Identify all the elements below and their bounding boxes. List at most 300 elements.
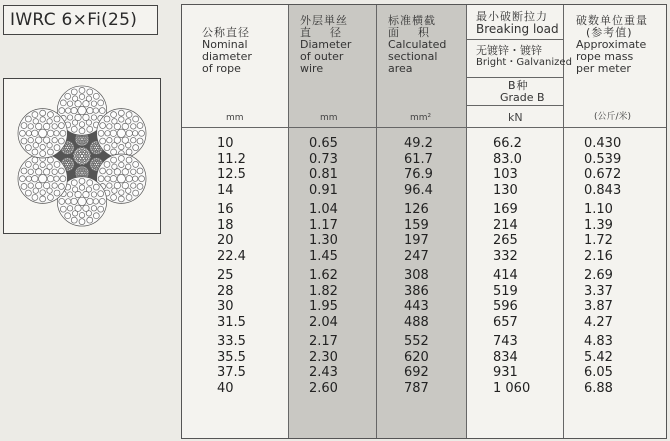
rope-wire: [71, 217, 77, 223]
table-cell: 1.10: [584, 202, 613, 217]
header-divider: [467, 39, 564, 40]
rope-wire: [104, 116, 110, 122]
header-divider: [467, 77, 564, 78]
rope-wire: [81, 160, 83, 162]
rope-wire: [47, 130, 53, 136]
rope-wire: [65, 199, 70, 204]
rope-wire: [71, 198, 77, 204]
rope-wire: [78, 137, 80, 139]
rope-wire: [98, 158, 100, 160]
rope-wire: [71, 89, 77, 95]
rope-wire: [131, 124, 136, 129]
rope-wire: [131, 183, 136, 188]
rope-wire: [111, 112, 117, 118]
rope-wire: [21, 183, 27, 189]
header-sectional-area: [388, 15, 446, 75]
rope-wire: [119, 144, 124, 149]
rope-wire: [94, 152, 96, 154]
table-cell: 18: [217, 217, 234, 233]
rope-wire: [79, 167, 81, 169]
rope-wire: [86, 120, 91, 125]
table-cell: 76.9: [404, 167, 433, 182]
rope-wire: [47, 143, 52, 148]
rope-wire: [78, 155, 80, 157]
rope-wire: [92, 168, 94, 170]
rope-wire: [78, 106, 86, 114]
table-cell: 1.62: [309, 268, 338, 283]
rope-wire: [47, 194, 53, 200]
rope-wire: [79, 94, 84, 99]
rope-wire: [131, 169, 136, 174]
table-cell: 169: [493, 202, 518, 217]
rope-wire: [111, 149, 117, 155]
rope-wire: [90, 166, 92, 168]
unit-label: mm²: [410, 113, 432, 123]
rope-wire: [69, 142, 71, 144]
table-cell: 28: [217, 283, 234, 299]
rope-wire: [76, 136, 78, 138]
rope-wire: [47, 164, 52, 169]
rope-wire: [47, 175, 53, 181]
rope-wire: [85, 172, 87, 174]
rope-wire: [94, 169, 96, 171]
header-en: wire: [300, 62, 324, 75]
rope-wire: [65, 150, 67, 152]
rope-wire: [67, 168, 69, 170]
rope-wire: [92, 151, 94, 153]
rope-wire: [69, 158, 71, 160]
rope-wire: [32, 130, 38, 136]
rope-wire: [77, 138, 79, 140]
rope-wire: [67, 206, 72, 211]
table-cell: 1.82: [309, 283, 338, 299]
table-cell: 14: [217, 182, 234, 198]
rope-wire: [71, 180, 77, 186]
rope-wire: [96, 143, 98, 145]
rope-wire: [92, 162, 94, 164]
rope-wire: [78, 197, 86, 205]
table-cell: 159: [404, 217, 429, 233]
header-cn: 直 径: [300, 26, 342, 39]
rope-wire: [32, 157, 38, 163]
rope-wire: [76, 172, 78, 174]
rope-wire: [59, 108, 65, 114]
table-cell: 2.04: [309, 314, 338, 330]
rope-cross-section-svg: [4, 79, 160, 233]
rope-wire: [86, 150, 88, 152]
rope-wire: [96, 152, 98, 154]
rope-wire: [81, 166, 83, 168]
header-en: Breaking load: [476, 22, 559, 36]
table-cell: 386: [404, 283, 429, 299]
table-cell: 2.60: [309, 380, 338, 396]
rope-wire: [85, 158, 87, 160]
rope-wire: [126, 119, 131, 124]
table-cell: 519: [493, 283, 518, 299]
rope-wire: [92, 147, 94, 149]
rope-wire: [100, 160, 102, 162]
rope-wire: [54, 145, 60, 151]
rope-wire: [52, 183, 57, 188]
rope-wire: [65, 160, 67, 162]
rope-wire: [126, 157, 132, 163]
rope-wire: [76, 141, 78, 143]
rope-wire: [71, 164, 73, 166]
header-cn: B种: [508, 79, 529, 92]
rope-wire: [54, 190, 60, 196]
rope-wire: [126, 164, 131, 169]
rope-wire: [26, 131, 31, 136]
table-cell: 0.430: [584, 136, 622, 151]
rope-wire: [76, 160, 78, 162]
rope-wire: [86, 160, 88, 162]
rope-wire: [105, 176, 110, 181]
rope-wire: [118, 156, 124, 162]
rope-wire: [77, 168, 79, 170]
header-en: Nominal: [202, 38, 248, 51]
table-cell: 3.37: [584, 283, 613, 299]
rope-wire: [93, 199, 98, 204]
rope-wire: [38, 129, 46, 137]
rope-wire: [104, 161, 110, 167]
rope-wire: [79, 142, 81, 144]
rope-wire: [54, 116, 60, 122]
rope-wire: [96, 158, 98, 160]
rope-wire: [98, 191, 104, 197]
table-cell: 265: [493, 233, 518, 248]
table-cell: 787: [404, 380, 429, 396]
table-cell: 5.42: [584, 349, 613, 365]
rope-wire: [107, 137, 112, 142]
rope-wire: [40, 117, 45, 122]
table-cell: 103: [493, 167, 518, 182]
rope-wire: [132, 131, 137, 136]
rope-wire: [117, 175, 125, 183]
rope-wire: [119, 117, 124, 122]
rope-wire: [126, 143, 131, 148]
unit-label: (公斤/米): [594, 112, 632, 122]
rope-wire: [72, 161, 74, 163]
header-grade: [500, 80, 545, 104]
rope-wire: [87, 89, 93, 95]
table-cell: 596: [493, 299, 518, 314]
rope-wire: [81, 168, 83, 170]
rope-wire: [71, 160, 73, 162]
header-divider: [467, 105, 564, 106]
rope-wire: [67, 141, 69, 143]
rope-wire: [90, 145, 92, 147]
rope-wire: [25, 116, 31, 122]
rope-wire: [69, 167, 71, 169]
rope-wire: [32, 175, 38, 181]
header-cn: 破数单位重量: [576, 14, 648, 27]
rope-wire: [21, 123, 27, 129]
rope-wire: [85, 153, 87, 155]
table-cell: 83.0: [493, 151, 522, 167]
table-cell: 0.672: [584, 167, 622, 182]
table-cell: 6.88: [584, 380, 613, 396]
table-cell: 332: [493, 248, 518, 264]
rope-wire: [110, 175, 116, 181]
rope-wire: [137, 138, 143, 144]
header-en: per meter: [576, 62, 631, 75]
table-cell: 247: [404, 248, 429, 264]
rope-wire: [70, 145, 72, 147]
rope-wire: [72, 164, 74, 166]
rope-wire: [137, 183, 143, 189]
table-cell: 37.5: [217, 365, 246, 380]
rope-wire: [87, 126, 93, 132]
rope-wire: [107, 169, 112, 174]
rope-wire: [40, 190, 45, 195]
rope-wire: [40, 110, 46, 116]
rope-wire: [93, 213, 99, 219]
rope-wire: [78, 140, 80, 142]
rope-wire: [78, 162, 80, 164]
rope-wire: [79, 169, 81, 171]
rope-wire: [40, 144, 45, 149]
rope-wire: [28, 124, 33, 129]
table-cell: 414: [493, 268, 518, 283]
rope-wire: [40, 151, 46, 157]
rope-wire: [71, 151, 73, 153]
rope-wire: [83, 144, 85, 146]
rope-wire: [52, 124, 57, 129]
table-cell: 443: [404, 299, 429, 314]
rope-wire: [94, 167, 96, 169]
rope-wire: [92, 164, 94, 166]
rope-wire: [59, 198, 65, 204]
rope-wire: [87, 198, 93, 204]
rope-wire: [79, 178, 85, 184]
rope-wire: [126, 175, 132, 181]
table-cell: 2.69: [584, 268, 613, 283]
rope-wire: [76, 150, 78, 152]
table-cell: 214: [493, 217, 518, 233]
rope-cross-section-diagram: [3, 78, 161, 234]
rope-wire: [69, 169, 71, 171]
rope-wire: [98, 150, 100, 152]
rope-wire: [99, 198, 105, 204]
rope-wire: [54, 131, 59, 136]
table-cell: 33.5: [217, 334, 246, 349]
rope-wire: [81, 142, 83, 144]
rope-wire: [81, 148, 83, 150]
table-cell: 0.91: [309, 182, 338, 198]
rope-wire: [112, 164, 117, 169]
rope-wire: [40, 162, 45, 167]
table-cell: 4.83: [584, 334, 613, 349]
rope-wire: [25, 145, 31, 151]
table-cell: 1.95: [309, 299, 338, 314]
header-en: Bright・Galvanized: [476, 57, 572, 68]
rope-wire: [52, 137, 57, 142]
rope-wire: [67, 101, 72, 106]
table-cell: 6.05: [584, 365, 613, 380]
rope-wire: [76, 138, 78, 140]
table-cell: 834: [493, 349, 518, 365]
header-en: area: [388, 62, 413, 75]
rope-wire: [63, 162, 65, 164]
rope-wire: [84, 159, 86, 161]
rope-wire: [74, 158, 76, 160]
rope-wire: [100, 168, 106, 174]
header-cn: 无镀锌・镀锌: [476, 44, 542, 57]
rope-wire: [91, 115, 96, 120]
rope-wire: [33, 119, 38, 124]
rope-wire: [71, 143, 73, 145]
rope-wire: [28, 169, 33, 174]
rope-wire: [94, 142, 96, 144]
rope-wire: [40, 196, 46, 202]
rope-wire: [67, 151, 69, 153]
table-cell: 1 060: [493, 380, 531, 396]
rope-wire: [72, 147, 74, 149]
rope-wire: [93, 184, 99, 190]
rope-wire: [76, 155, 78, 157]
rope-wire: [70, 149, 72, 151]
rope-wire: [118, 196, 124, 202]
rope-wire: [92, 143, 94, 145]
table-cell: 1.72: [584, 233, 613, 248]
header-en: of outer: [300, 50, 344, 63]
rope-wire: [79, 144, 81, 146]
rope-wire: [87, 107, 93, 113]
rope-wire: [111, 194, 117, 200]
unit-label: mm: [226, 113, 244, 123]
rope-wire: [74, 155, 76, 157]
rope-wire: [118, 110, 124, 116]
rope-wire: [25, 190, 31, 196]
rope-wire: [81, 144, 83, 146]
rope-wire: [71, 107, 77, 113]
rope-wire: [69, 152, 71, 154]
table-cell: 96.4: [404, 182, 433, 198]
header-nominal-diameter: [202, 27, 252, 75]
rope-wire: [84, 162, 86, 164]
rope-wire: [58, 168, 64, 174]
header-en: sectional: [388, 50, 438, 63]
table-cell: 40: [217, 380, 234, 396]
rope-wire: [78, 174, 80, 176]
rope-wire: [119, 190, 124, 195]
rope-wire: [72, 149, 74, 151]
rope-wire: [78, 148, 80, 150]
header-finish: [476, 45, 572, 69]
rope-wire: [87, 180, 93, 186]
rope-wire: [137, 168, 143, 174]
rope-wire: [94, 160, 96, 162]
rope-wire: [76, 170, 78, 172]
header-cn: 标准横截: [388, 14, 436, 27]
rope-wire: [90, 164, 92, 166]
rope-wire: [70, 162, 72, 164]
rope-wire: [84, 151, 86, 153]
rope-wire: [85, 168, 87, 170]
header-en: Diameter: [300, 38, 352, 51]
rope-wire: [104, 145, 110, 151]
rope-wire: [79, 151, 81, 153]
table-cell: 552: [404, 334, 429, 349]
rope-wire: [105, 131, 110, 136]
rope-wire: [98, 130, 104, 136]
rope-wire: [65, 93, 71, 99]
rope-wire: [126, 194, 132, 200]
table-cell: 0.843: [584, 182, 622, 198]
rope-wire: [96, 168, 98, 170]
rope-wire: [72, 166, 74, 168]
rope-wire: [26, 176, 31, 181]
rope-wire: [87, 172, 89, 174]
table-cell: 1.04: [309, 202, 338, 217]
rope-wire: [28, 183, 33, 188]
table-cell: 2.17: [309, 334, 338, 349]
rope-wire: [84, 155, 86, 157]
rope-wire: [92, 166, 94, 168]
rope-wire: [47, 112, 53, 118]
rope-wire: [77, 153, 79, 155]
header-rope-mass: [576, 15, 648, 75]
rope-wire: [60, 206, 66, 212]
rope-wire: [98, 100, 104, 106]
rope-wire: [70, 166, 72, 168]
rope-wire: [96, 169, 98, 171]
rope-wire: [112, 188, 117, 193]
rope-wire: [119, 162, 124, 167]
rope-wire: [67, 192, 72, 197]
rope-wire: [79, 128, 85, 134]
rope-wire: [98, 176, 104, 182]
table-cell: 22.4: [217, 248, 246, 264]
rope-wire: [67, 115, 72, 120]
table-cell: 308: [404, 268, 429, 283]
rope-wire: [72, 120, 77, 125]
rope-wire: [133, 116, 139, 122]
unit-label: kN: [508, 111, 523, 124]
rope-wire: [86, 187, 91, 192]
rope-wire: [85, 140, 87, 142]
rope-wire: [77, 172, 79, 174]
rope-wire: [71, 168, 73, 170]
table-cell: 61.7: [404, 151, 433, 167]
rope-wire: [83, 167, 85, 169]
rope-wire: [98, 152, 100, 154]
table-cell: 931: [493, 365, 518, 380]
rope-wire: [33, 164, 38, 169]
rope-wire: [87, 138, 89, 140]
rope-wire: [32, 194, 38, 200]
table-cell: 20: [217, 233, 234, 248]
rope-wire: [86, 136, 88, 138]
rope-wire: [110, 130, 116, 136]
rope-wire: [98, 160, 100, 162]
rope-wire: [90, 149, 92, 151]
rope-wire: [107, 183, 112, 188]
header-cn: 外层単丝: [300, 14, 348, 27]
spec-table: [181, 4, 667, 439]
table-cell: 25: [217, 268, 234, 283]
rope-wire: [87, 217, 93, 223]
rope-wire: [52, 169, 57, 174]
rope-wire: [67, 143, 69, 145]
rope-wire: [90, 147, 92, 149]
rope-wire: [47, 149, 53, 155]
rope-wire: [126, 149, 132, 155]
rope-wire: [47, 157, 53, 163]
header-en: Calculated: [388, 38, 447, 51]
rope-wire: [85, 137, 87, 139]
table-cell: 12.5: [217, 167, 246, 182]
